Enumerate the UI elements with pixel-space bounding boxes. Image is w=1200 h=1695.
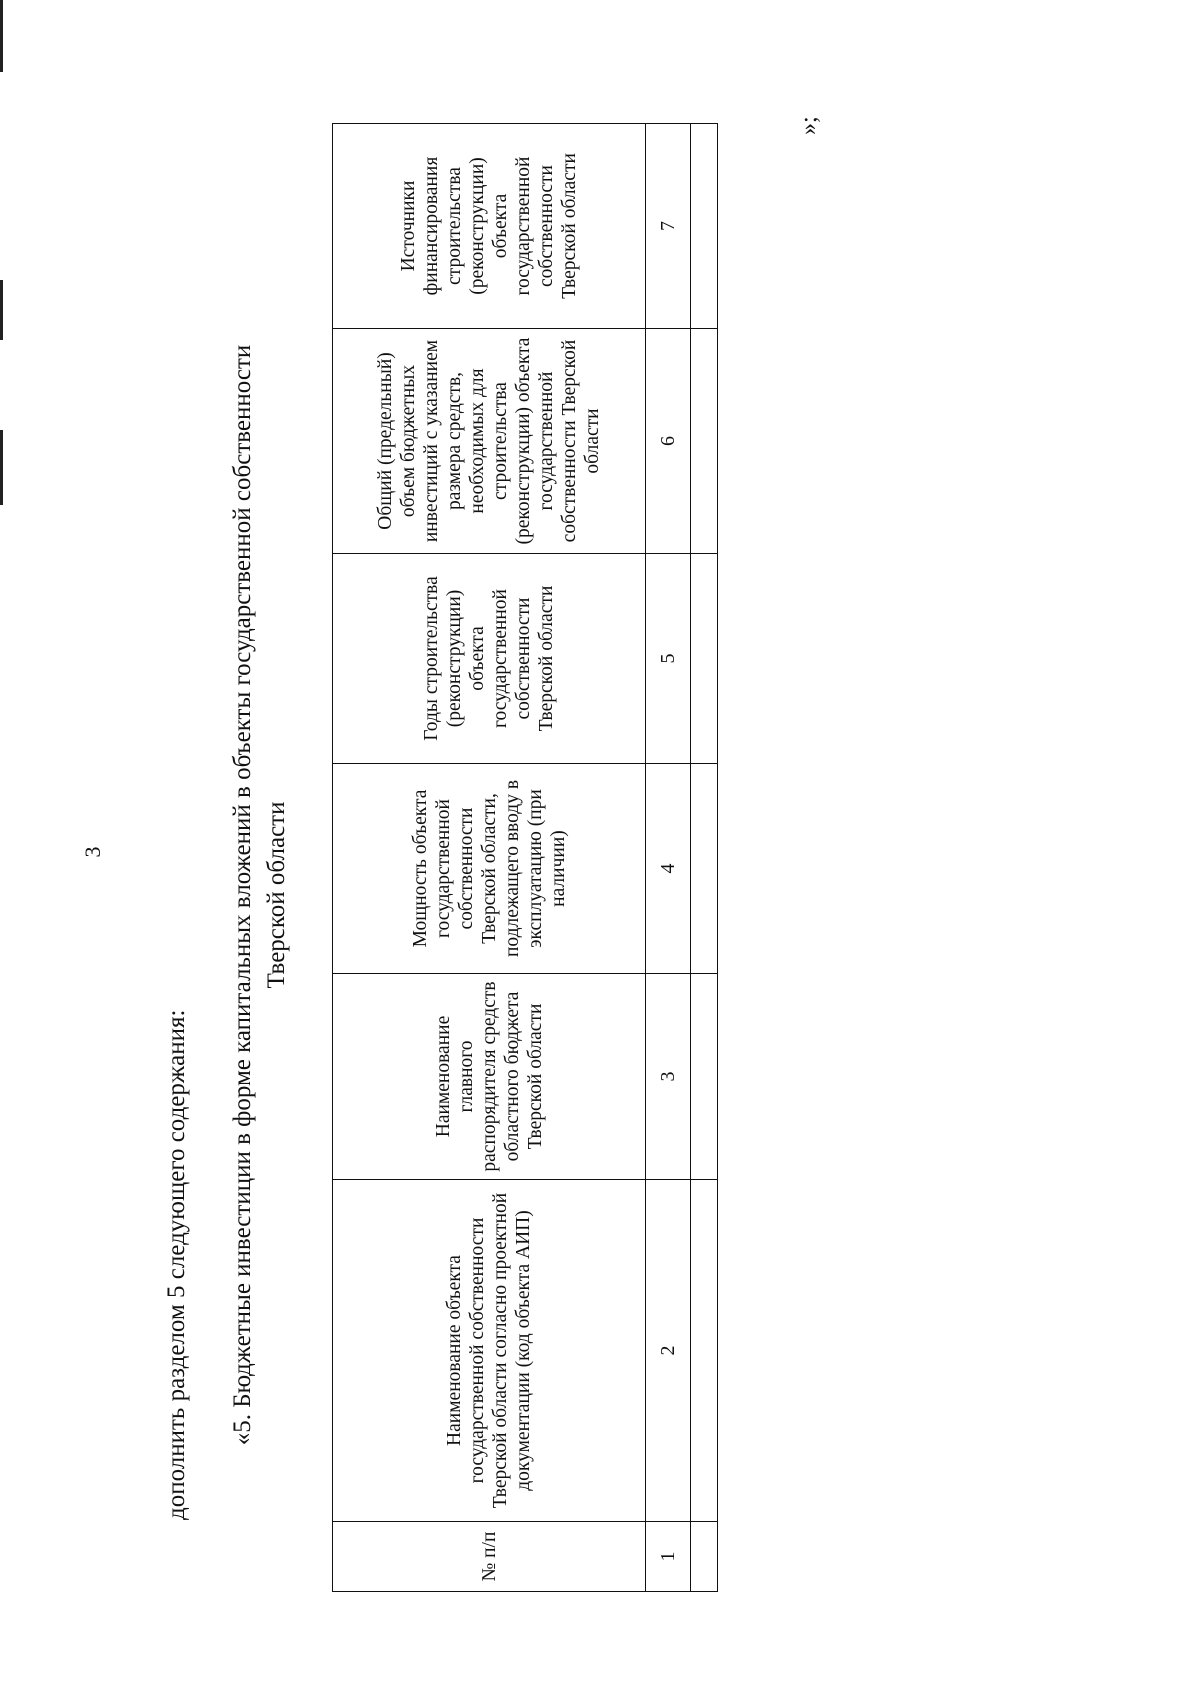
header-cell-construction-years: Годы строительства (реконструкции) объекта государственной собственности Тверской области: [333, 554, 646, 764]
column-number-cell: 2: [646, 1180, 691, 1522]
header-cell-object-name: Наименование объекта государственной собственности Тверской области согласно проектной документации (код объекта АИП): [333, 1180, 646, 1522]
header-cell-budget-manager: Наименование главного распорядителя средств областного бюджета Тверской области: [333, 974, 646, 1180]
column-number-cell: 3: [646, 974, 691, 1180]
empty-cell: [691, 124, 718, 329]
column-number-cell: 4: [646, 764, 691, 974]
empty-cell: [691, 554, 718, 764]
budget-investments-table: [332, 123, 718, 1592]
closing-quote-mark: »;: [796, 116, 822, 135]
page-number: 3: [80, 846, 105, 858]
column-number-row: [646, 124, 691, 1592]
intro-text: дополнить разделом 5 следующего содержания:: [163, 1009, 190, 1520]
empty-cell: [691, 764, 718, 974]
empty-cell: [691, 329, 718, 554]
header-cell-financing-sources: Источники финансирования строительства (реконструкции) объекта государственной собственности Тверской области: [333, 124, 646, 329]
empty-cell: [691, 974, 718, 1180]
column-number-cell: 6: [646, 329, 691, 554]
table-header-row: [333, 124, 646, 1592]
column-number-cell: 1: [646, 1522, 691, 1592]
header-cell-number: № п/п: [333, 1522, 646, 1592]
empty-cell: [691, 1180, 718, 1522]
empty-cell: [691, 1522, 718, 1592]
section-title: «5. Бюджетные инвестиции в форме капитальных вложений в объекты государственной собственности Тверской области: [229, 344, 290, 1446]
empty-table-row: [691, 124, 718, 1592]
header-cell-investment-volume: Общий (предельный) объем бюджетных инвестиций с указанием размера средств, необходимых для строительства (реконструкции) объекта государственной собственности Тверской области: [333, 329, 646, 554]
column-number-cell: 7: [646, 124, 691, 329]
header-cell-capacity: Мощность объекта государственной собственности Тверской области, подлежащего вводу в эксплуатацию (при наличии): [333, 764, 646, 974]
column-number-cell: 5: [646, 554, 691, 764]
